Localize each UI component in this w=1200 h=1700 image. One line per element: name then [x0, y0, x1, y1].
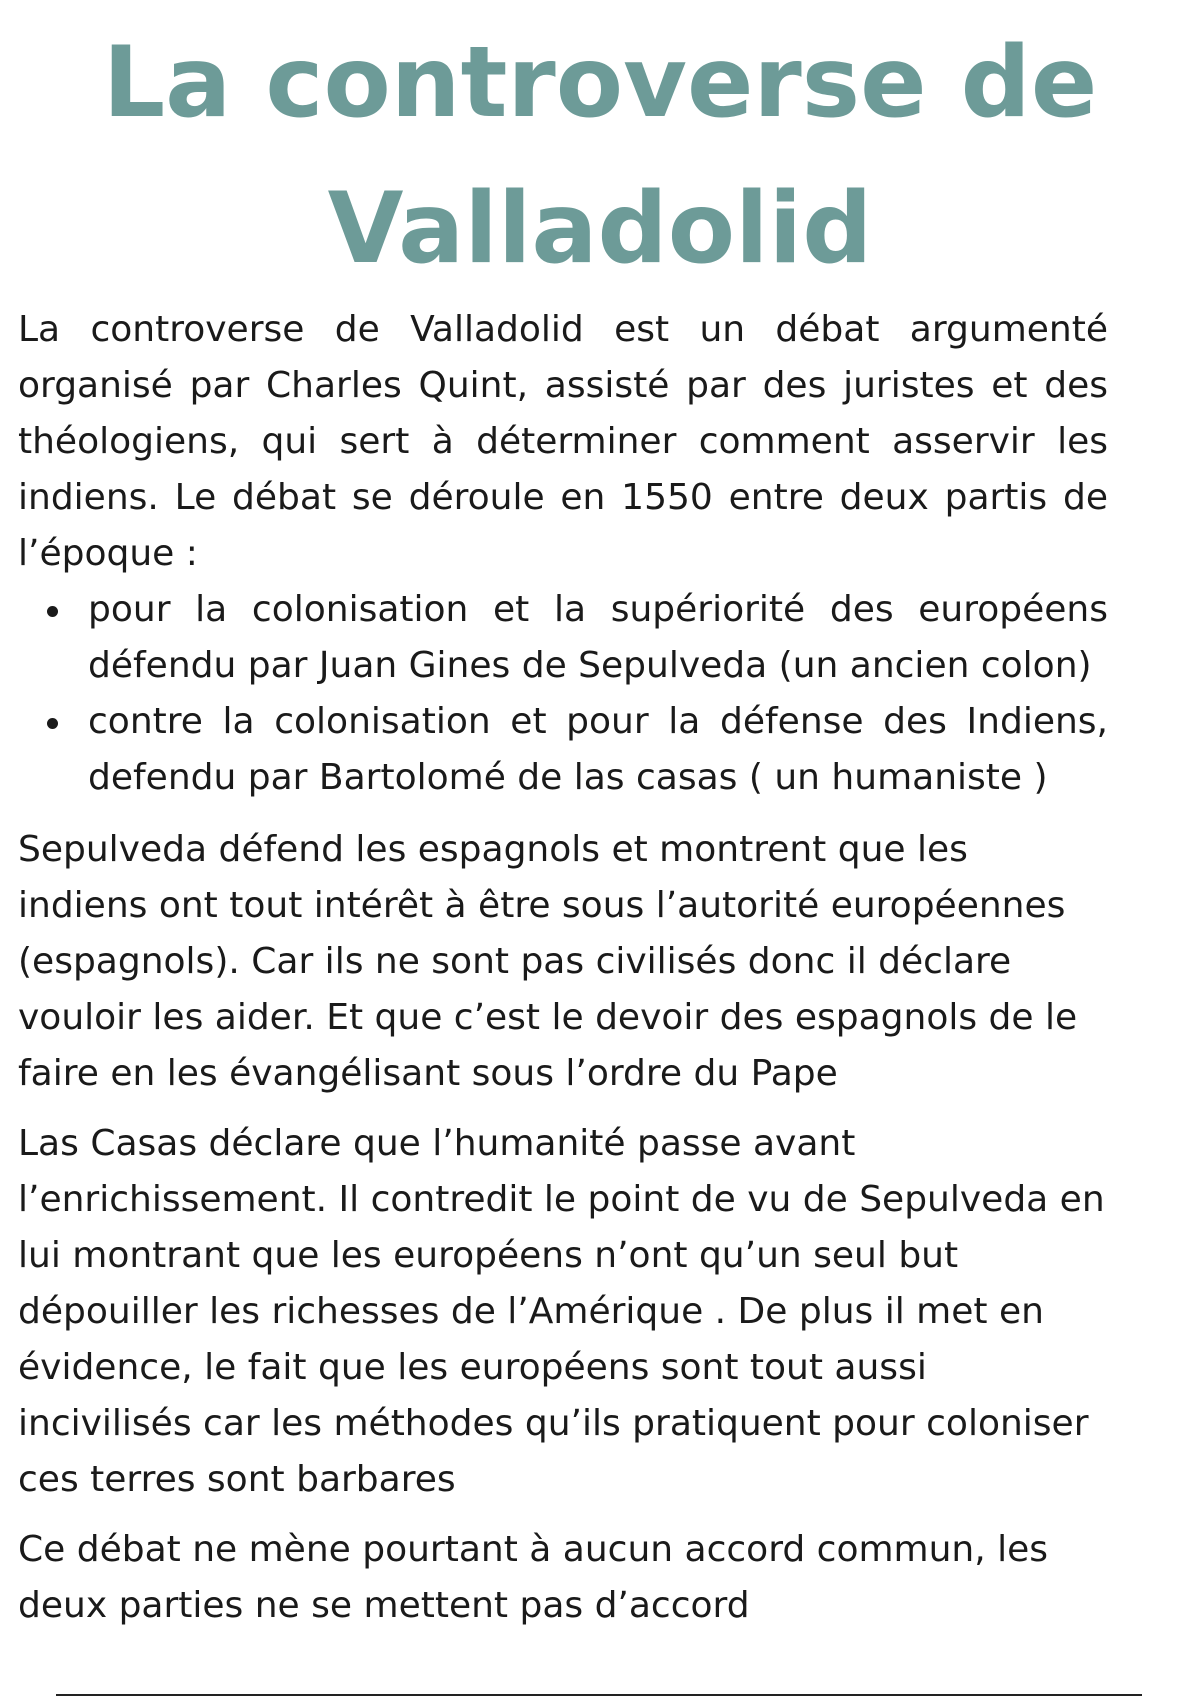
las-casas-paragraph: Las Casas déclare que l’humanité passe avant l’enrichissement. Il contredit le point de vu de Sepulveda en lui montrant que les européens n’ont qu’un seul but dépouiller les richesses de l’Amérique . De plus il met en évidence, le fait que les européens sont tout aussi incivilisés car les méthodes qu’ils pratiquent pour coloniser ces terres sont barbares [18, 1123, 1105, 1500]
list-item [18, 694, 1108, 806]
conclusion-paragraph: Ce débat ne mène pourtant à aucun accord commun, les deux parties ne se mettent pas d’accord [18, 1529, 1049, 1626]
bullet-icon [47, 718, 58, 729]
list-item-text: contre la colonisation et pour la défense des Indiens, defendu par Bartolomé de las casas ( un humaniste ) [88, 701, 1108, 798]
sepulveda-paragraph: Sepulveda défend les espagnols et montrent que les indiens ont tout intérêt à être sous l’autorité européennes (espagnols). Car ils ne sont pas civilisés donc il déclare vouloir les aider. Et que c’est le devoir des espagnols de le faire en les évangélisant sous l’ordre du Pape [18, 829, 1078, 1094]
bullet-list [18, 582, 1108, 806]
intro-paragraph: La controverse de Valladolid est un débat argumenté organisé par Charles Quint, assisté par des juristes et des théologiens, qui sert à déterminer comment asservir les indiens. Le débat se déroule en 1550 entre deux partis de l’époque : [18, 309, 1108, 574]
bullet-icon [47, 606, 58, 617]
page-title [0, 0, 1200, 302]
list-item-text: pour la colonisation et la supériorité des européens défendu par Juan Gines de Sepulveda (un ancien colon) [88, 589, 1108, 686]
bottom-divider [56, 1694, 1142, 1696]
title-line-2: Valladolid [327, 172, 873, 286]
document-body [18, 302, 1108, 1634]
title-line-1: La controverse de [102, 26, 1098, 140]
list-item [18, 582, 1108, 694]
